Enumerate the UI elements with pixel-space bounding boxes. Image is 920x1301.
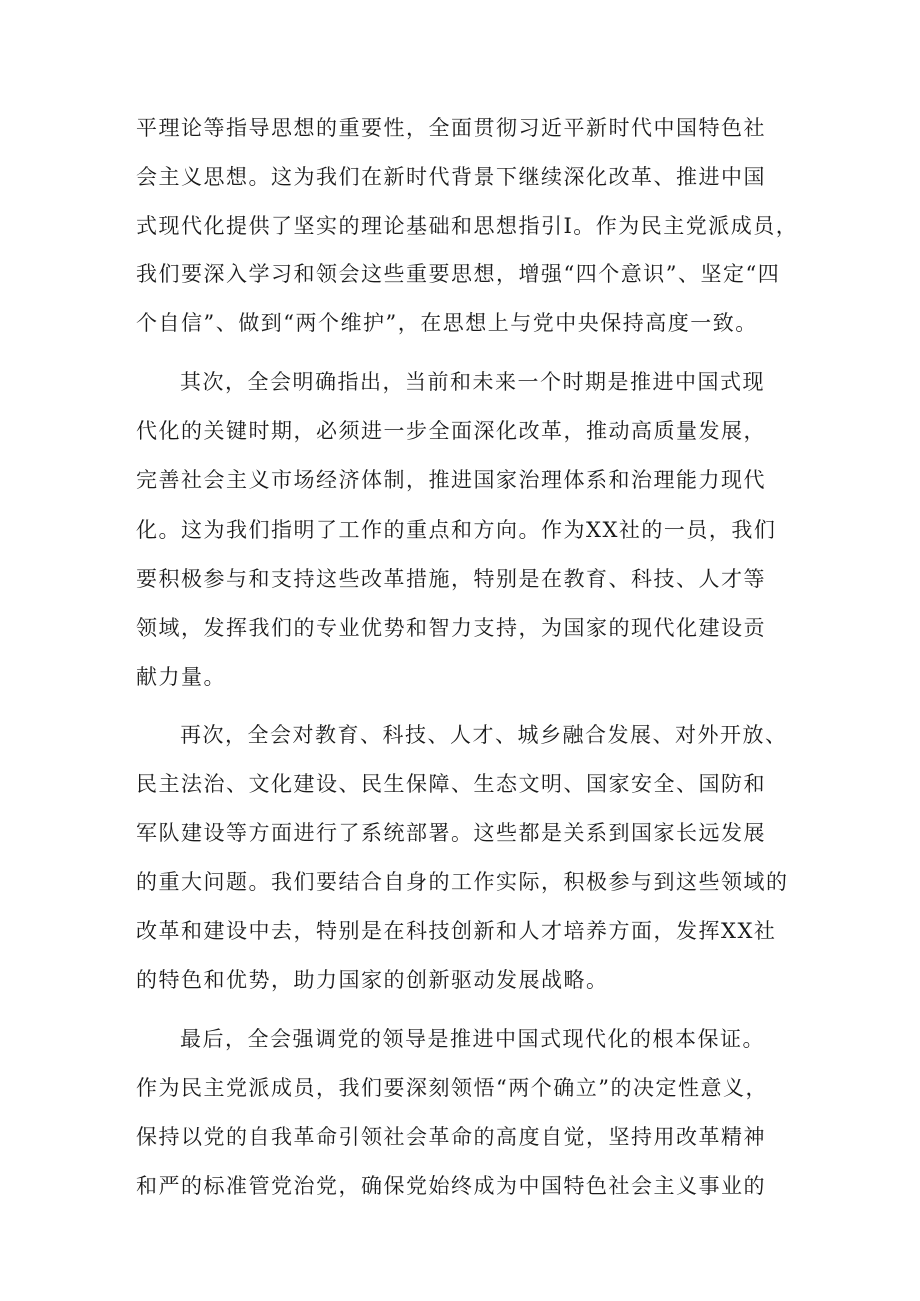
text-line: 和严的标准管党治党，确保党始终成为中国特色社会主义事业的 bbox=[136, 1174, 766, 1198]
text-line: 会主义思想。这为我们在新时代背景下继续深化改革、推进中国 bbox=[136, 165, 766, 189]
text-line: 的特色和优势，助力国家的创新驱动发展战略。 bbox=[136, 968, 609, 992]
paragraph-start-line: 最后，全会强调党的领导是推进中国式现代化的根本保证。 bbox=[180, 1027, 765, 1051]
text-line: 式现代化提供了坚实的理论基础和思想指引I。作为民主党派成员， bbox=[136, 214, 799, 238]
text-line: 平理论等指导思想的重要性，全面贯彻习近平新时代中国特色社 bbox=[136, 116, 766, 140]
text-line: 民主法治、文化建设、民生保障、生态文明、国家安全、国防和 bbox=[136, 772, 766, 796]
text-line: 改革和建设中去，特别是在科技创新和人才培养方面，发挥XX社 bbox=[136, 919, 777, 943]
text-line: 我们要深入学习和领会这些重要思想，增强“四个意识”、坚定“四 bbox=[136, 262, 781, 286]
paragraph-start-line: 再次，全会对教育、科技、人才、城乡融合发展、对外开放、 bbox=[180, 723, 788, 747]
text-line: 献力量。 bbox=[136, 665, 226, 689]
text-line: 军队建设等方面进行了系统部署。这些都是关系到国家长远发展 bbox=[136, 821, 766, 845]
text-line: 化。这为我们指明了工作的重点和方向。作为XX社的一员，我们 bbox=[136, 518, 777, 542]
text-line: 领域，发挥我们的专业优势和智力支持，为国家的现代化建设贡 bbox=[136, 616, 766, 640]
text-line: 的重大问题。我们要结合自身的工作实际，积极参与到这些领域的 bbox=[136, 870, 789, 894]
text-line: 作为民主党派成员，我们要深刻领悟“两个确立”的决定性意义， bbox=[136, 1076, 768, 1100]
text-line: 完善社会主义市场经济体制，推进国家治理体系和治理能力现代 bbox=[136, 468, 766, 492]
paragraph-start-line: 其次，全会明确指出，当前和未来一个时期是推进中国式现 bbox=[180, 370, 765, 394]
text-line: 代化的关键时期，必须进一步全面深化改革，推动高质量发展， bbox=[136, 419, 766, 443]
text-line: 保持以党的自我革命引领社会革命的高度自觉，坚持用改革精神 bbox=[136, 1125, 766, 1149]
text-line: 要积极参与和支持这些改革措施，特别是在教育、科技、人才等 bbox=[136, 567, 766, 591]
text-line: 个自信”、做到“两个维护”，在思想上与党中央保持高度一致。 bbox=[136, 311, 758, 335]
